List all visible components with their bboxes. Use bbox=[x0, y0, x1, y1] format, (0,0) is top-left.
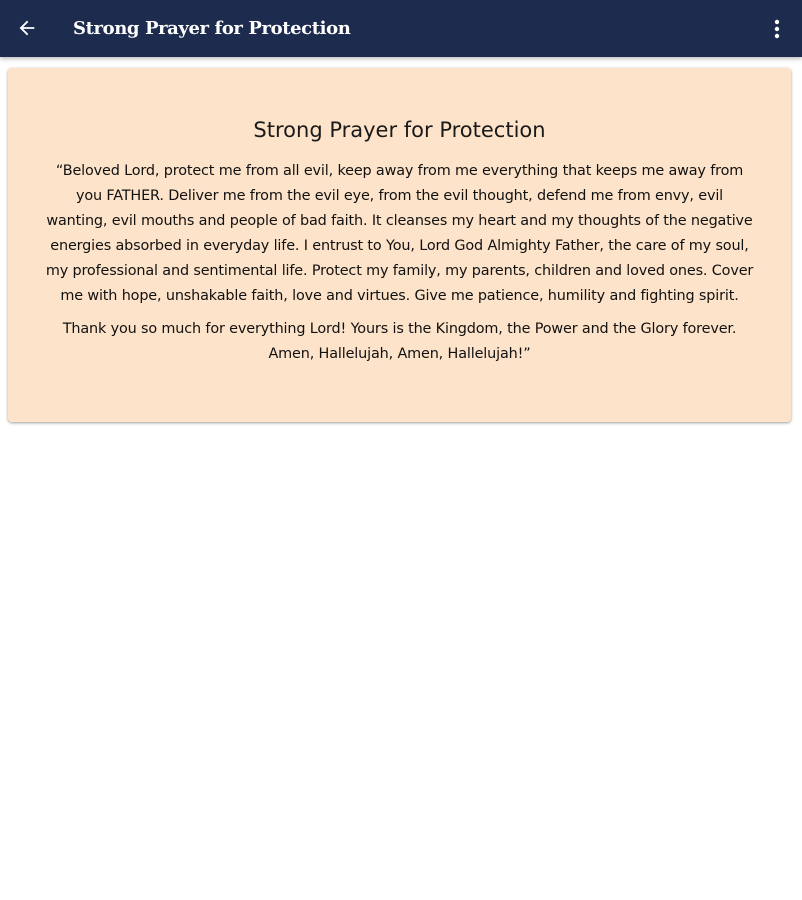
prayer-paragraph: “Beloved Lord, protect me from all evil, keep away from me everything that keeps me away from you FATHER. Deliver me from the evil eye, from the evil thought, defend me from envy, evil wanting, evil mouths and people of bad faith. It cleanses my heart and my thoughts of the negative energies absorbed in everyday life. I entrust to You, Lord God Almighty Father, the care of my soul, my professional and sentimental life. Protect my family, my parents, children and loved ones. Cover me with hope, unshakable faith, love and virtues. Give me patience, humility and fighting spirit. bbox=[45, 163, 754, 304]
app-bar bbox=[0, 0, 802, 57]
arrow-left-icon bbox=[16, 17, 38, 39]
app-bar-title: Strong Prayer for Protection bbox=[73, 18, 351, 39]
prayer-paragraph: Thank you so much for everything Lord! Yours is the Kingdom, the Power and the Glory forever. Amen, Hallelujah, Amen, Hallelujah!” bbox=[62, 321, 737, 362]
prayer-title: Strong Prayer for Protection bbox=[253, 118, 546, 142]
more-vertical-icon bbox=[774, 19, 780, 39]
prayer-card bbox=[8, 68, 791, 422]
overflow-menu-button[interactable] bbox=[766, 14, 788, 44]
back-button[interactable] bbox=[10, 11, 44, 45]
prayer-text bbox=[44, 159, 755, 367]
